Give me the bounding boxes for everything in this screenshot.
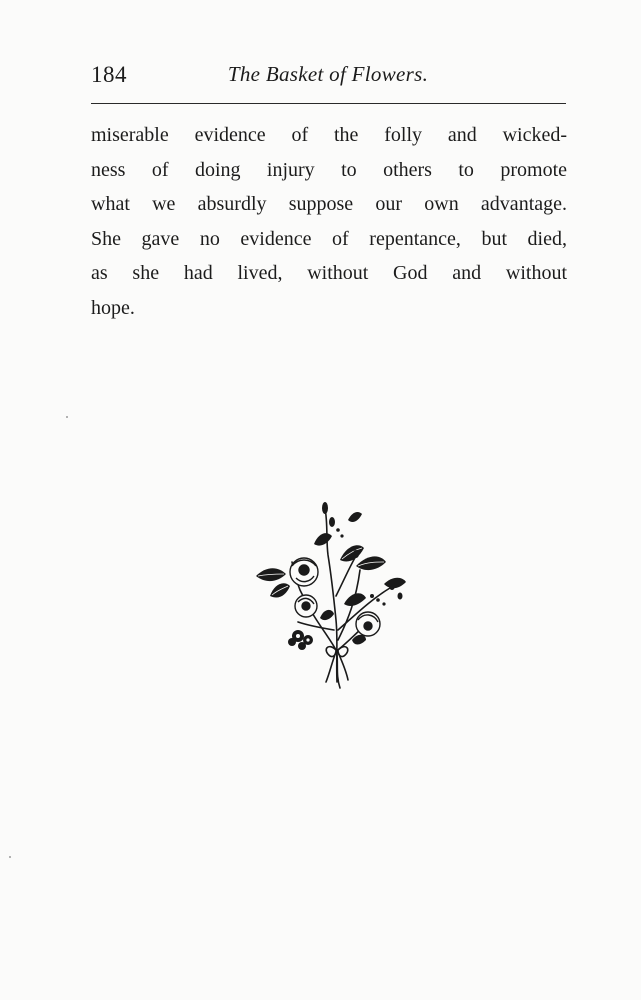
running-title: The Basket of Flowers. xyxy=(227,62,429,86)
text-line: hope. xyxy=(91,296,135,319)
text-line: as she had lived, without God and without xyxy=(91,262,567,285)
text-line: ness of doing injury to others to promote xyxy=(91,158,567,181)
page-header xyxy=(91,62,565,92)
header-rule xyxy=(91,103,566,104)
text-line: She gave no evidence of repentance, but died, xyxy=(91,227,567,250)
text-line: miserable evidence of the folly and wicked- xyxy=(91,124,567,146)
page-number: 184 xyxy=(91,62,127,87)
flower-bouquet-icon xyxy=(252,500,412,690)
paper-speck xyxy=(66,416,68,418)
body-paragraph xyxy=(91,118,567,326)
text-line: what we absurdly suppose our own advantage. xyxy=(91,193,567,216)
paper-speck xyxy=(9,856,11,858)
